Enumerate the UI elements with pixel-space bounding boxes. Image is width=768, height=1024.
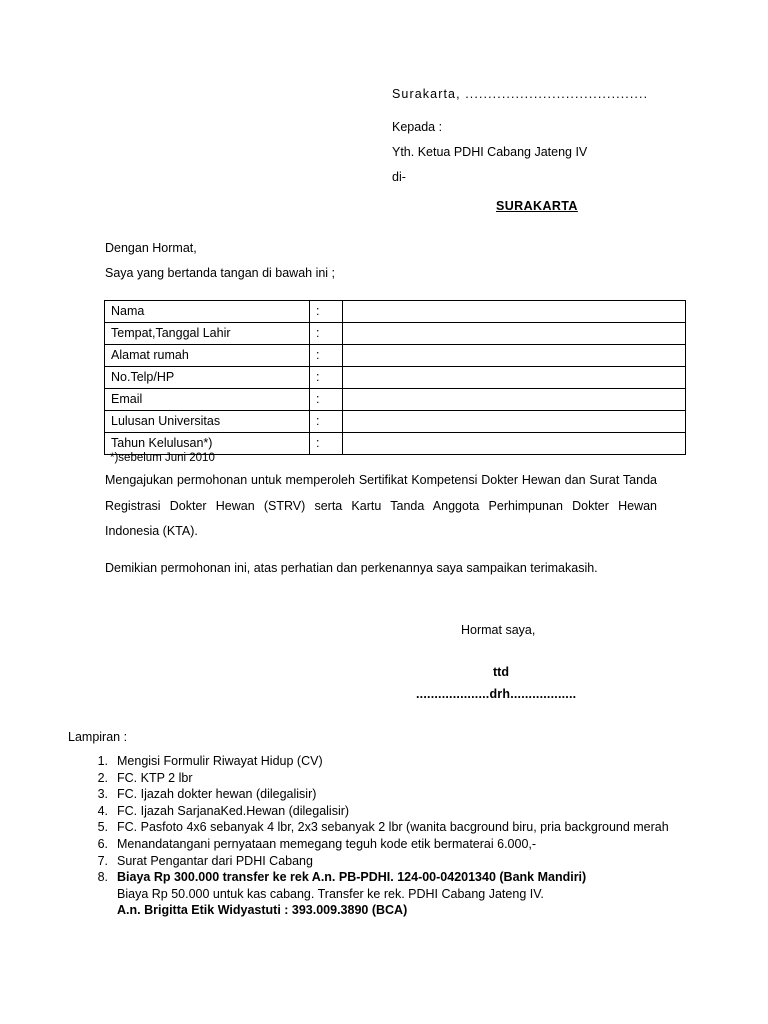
field-label-lulusan-universitas: Lulusan Universitas (105, 411, 310, 433)
table-row (105, 301, 686, 323)
list-item (88, 819, 698, 836)
list-item-text-line2: Biaya Rp 50.000 untuk kas cabang. Transfer ke rek. PDHI Cabang Jateng IV. (117, 886, 544, 901)
list-item-number: 4. (97, 803, 108, 818)
field-colon: : (310, 323, 343, 345)
field-label-no-telp-hp: No.Telp/HP (105, 367, 310, 389)
identity-table (104, 300, 686, 455)
list-item-text: Surat Pengantar dari PDHI Cabang (117, 853, 313, 868)
list-item-number: 1. (97, 754, 108, 768)
table-row (105, 389, 686, 411)
body-paragraph-2: Demikian permohonan ini, atas perhatian dan perkenannya saya sampaikan terimakasih. (105, 561, 598, 575)
table-row (105, 411, 686, 433)
field-colon: : (310, 345, 343, 367)
field-value-alamat-rumah[interactable] (343, 345, 686, 367)
di-label: di- (392, 170, 406, 184)
field-value-tempat-tanggal-lahir[interactable] (343, 323, 686, 345)
field-colon: : (310, 433, 343, 455)
recipient-city: SURAKARTA (496, 199, 578, 213)
body-paragraph-1: Mengajukan permohonan untuk memperoleh Sertifikat Kompetensi Dokter Hewan dan Surat Tanda Registrasi Dokter Hewan (STRV) serta Kartu Tanda Anggota Perhimpunan Dokter Hewan Indonesia (KTA). (105, 473, 657, 538)
list-item-text-line3: A.n. Brigitta Etik Widyastuti : 393.009.3890 (BCA) (117, 903, 408, 918)
list-item-text: Biaya Rp 300.000 transfer ke rek A.n. PB-PDHI. 124-00-04201340 (Bank Mandiri) (117, 870, 587, 885)
field-value-lulusan-universitas[interactable] (343, 411, 686, 433)
list-item-number: 5. (97, 820, 108, 835)
field-value-nama[interactable] (343, 301, 686, 323)
list-item-text: FC. Ijazah dokter hewan (dilegalisir) (117, 787, 317, 802)
list-item-text: Mengisi Formulir Riwayat Hidup (CV) (117, 754, 323, 768)
list-item-text: FC. KTP 2 lbr (117, 770, 193, 785)
list-item-text: FC. Ijazah SarjanaKed.Hewan (dilegalisir) (117, 803, 350, 818)
table-row (105, 345, 686, 367)
list-item-number: 6. (97, 836, 108, 851)
table-footnote: *)sebelum Juni 2010 (110, 452, 215, 464)
attachments-label: Lampiran : (68, 730, 128, 744)
list-item-number: 7. (97, 853, 108, 868)
identity-table-body (105, 301, 686, 455)
list-item (88, 836, 698, 853)
field-label-tahun-kelulusan: Tahun Kelulusan*) (105, 433, 310, 455)
closing-line: Hormat saya, (461, 623, 536, 637)
letter-header (392, 82, 692, 215)
field-value-no-telp-hp[interactable] (343, 367, 686, 389)
field-label-nama: Nama (105, 301, 310, 323)
kepada-label: Kepada : (392, 120, 443, 134)
signature-name-line: ....................drh.................. (416, 687, 577, 701)
list-item-number: 3. (97, 787, 108, 802)
intro-line: Saya yang bertanda tangan di bawah ini ; (105, 266, 336, 280)
ttd-label: ttd (493, 665, 509, 679)
table-row (105, 367, 686, 389)
list-item-text: Menandatangani pernyataan memegang teguh kode etik bermaterai 6.000,- (117, 836, 537, 851)
field-value-email[interactable] (343, 389, 686, 411)
greeting-line: Dengan Hormat, (105, 241, 197, 255)
field-label-alamat-rumah: Alamat rumah (105, 345, 310, 367)
field-colon: : (310, 389, 343, 411)
list-item (88, 853, 698, 870)
list-item-number: 2. (97, 770, 108, 785)
field-colon: : (310, 301, 343, 323)
field-label-tempat-tanggal-lahir: Tempat,Tanggal Lahir (105, 323, 310, 345)
list-item (88, 753, 698, 770)
list-item (88, 869, 698, 919)
signature-block (400, 620, 700, 704)
recipient-line: Yth. Ketua PDHI Cabang Jateng IV (392, 145, 588, 159)
attachments-list (88, 753, 698, 919)
field-colon: : (310, 411, 343, 433)
field-label-email: Email (105, 389, 310, 411)
list-item (88, 770, 698, 787)
field-colon: : (310, 367, 343, 389)
salutation-block (105, 236, 625, 286)
list-item (88, 803, 698, 820)
list-item-number: 8. (97, 870, 108, 885)
list-item-text: FC. Pasfoto 4x6 sebanyak 4 lbr, 2x3 sebanyak 2 lbr (wanita bacground biru, pria background merah (117, 820, 669, 835)
list-item (88, 786, 698, 803)
table-row (105, 323, 686, 345)
field-value-tahun-kelulusan[interactable] (343, 433, 686, 455)
place-date-line: Surakarta, ........................................ (392, 87, 649, 101)
